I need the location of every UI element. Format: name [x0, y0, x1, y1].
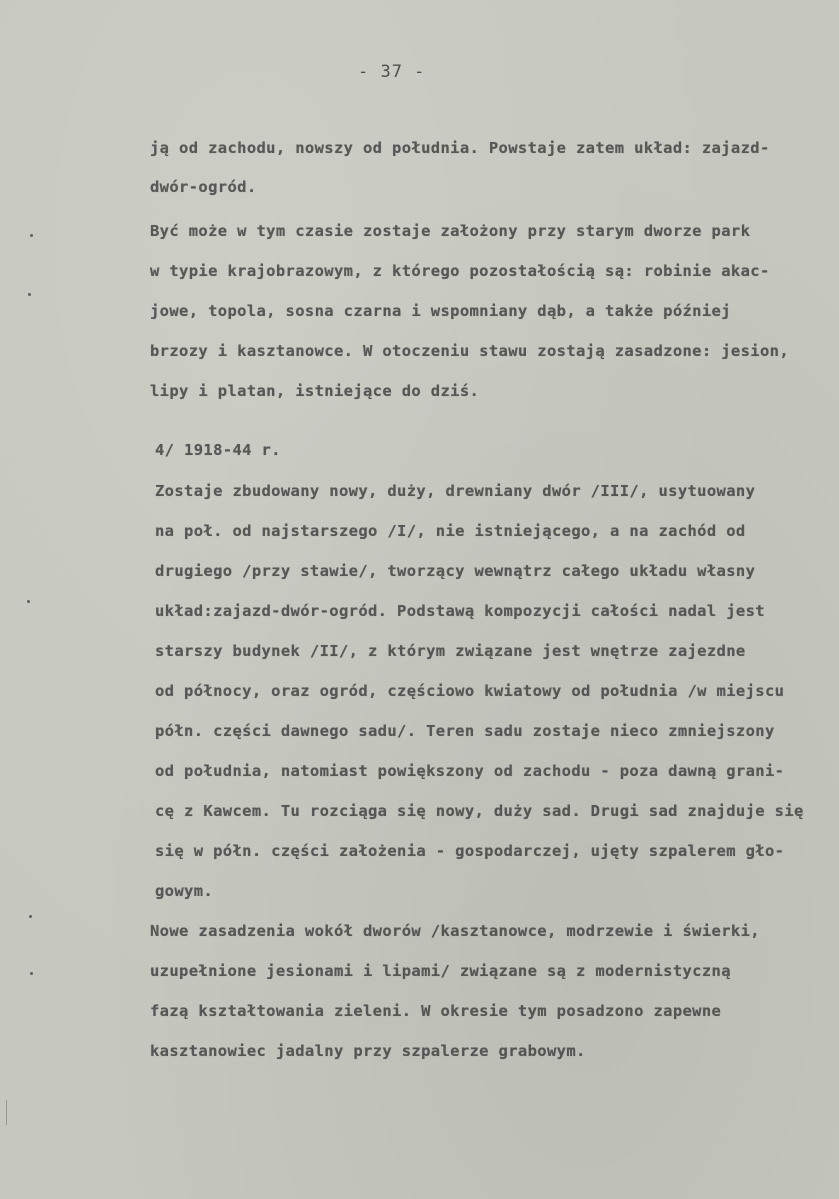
text-line-20: Nowe zasadzenia wokół dworów /kasztanowce, modrzewie i świerki,: [150, 922, 760, 940]
text-line-22: fazą kształtowania zieleni. W okresie tym posadzono zapewne: [150, 1002, 722, 1020]
text-line-2: dwór-ogród.: [150, 178, 257, 196]
margin-dot: [30, 234, 33, 237]
text-line-17: cę z Kawcem. Tu rozciąga się nowy, duży sad. Drugi sad znajduje się: [155, 802, 804, 820]
text-line-14: od północy, oraz ogród, częściowo kwiatowy od południa /w miejscu: [155, 682, 785, 700]
text-line-10: na poł. od najstarszego /I/, nie istniejącego, a na zachód od: [155, 522, 746, 540]
text-line-7: lipy i platan, istniejące do dziś.: [150, 382, 480, 400]
text-line-18: się w półn. części założenia - gospodarczej, ujęty szpalerem gło-: [155, 842, 785, 860]
text-line-3: Być może w tym czasie zostaje założony przy starym dworze park: [150, 222, 751, 240]
text-line-5: jowe, topola, sosna czarna i wspomniany dąb, a także później: [150, 302, 731, 320]
text-line-6: brzozy i kasztanowce. W otoczeniu stawu zostają zasadzone: jesion,: [150, 342, 789, 360]
text-line-11: drugiego /przy stawie/, tworzący wewnątrz całego układu własny: [155, 562, 756, 580]
text-line-13: starszy budynek /II/, z którym związane jest wnętrze zajezdne: [155, 642, 746, 660]
text-line-16: od południa, natomiast powiększony od zachodu - poza dawną grani-: [155, 762, 785, 780]
margin-dot: [30, 972, 33, 975]
page-number: - 37 -: [358, 62, 426, 82]
margin-dot: [29, 915, 32, 918]
text-line-23: kasztanowiec jadalny przy szpalerze grabowym.: [150, 1042, 586, 1060]
margin-dot: [28, 293, 31, 296]
text-line-4: w typie krajobrazowym, z którego pozostałością są: robinie akac-: [150, 262, 770, 280]
text-line-1: ją od zachodu, nowszy od południa. Powstaje zatem układ: zajazd-: [150, 139, 770, 157]
section-heading: 4/ 1918-44 r.: [155, 441, 281, 459]
margin-dot: [27, 600, 30, 603]
text-line-19: gowym.: [155, 882, 214, 900]
text-line-12: układ:zajazd-dwór-ogród. Podstawą kompozycji całości nadal jest: [155, 602, 765, 620]
margin-mark: [6, 1100, 7, 1125]
text-line-9: Zostaje zbudowany nowy, duży, drewniany dwór /III/, usytuowany: [155, 482, 756, 500]
text-line-15: półn. części dawnego sadu/. Teren sadu zostaje nieco zmniejszony: [155, 722, 775, 740]
text-line-21: uzupełnione jesionami i lipami/ związane są z modernistyczną: [150, 962, 731, 980]
